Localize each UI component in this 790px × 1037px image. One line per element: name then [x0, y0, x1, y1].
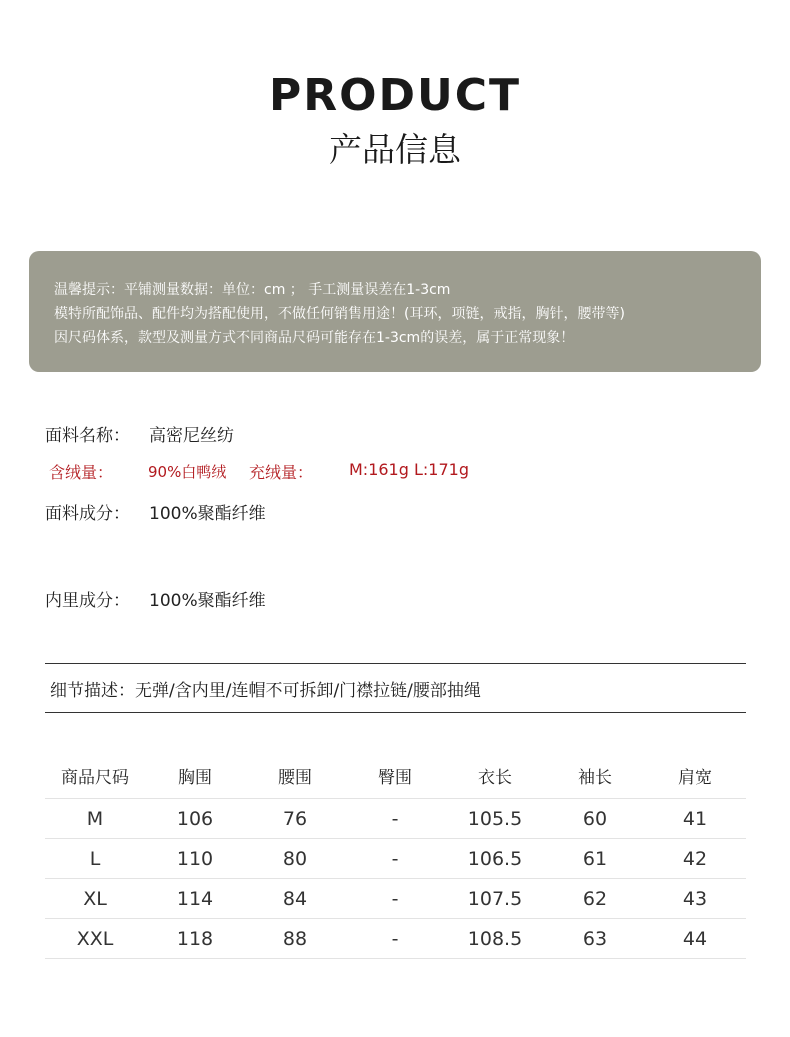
- page-subtitle: 产品信息: [329, 130, 461, 169]
- fabric-comp-value: 100%聚酯纤维: [149, 504, 266, 524]
- table-cell: -: [391, 928, 399, 950]
- divider: [45, 663, 746, 664]
- table-cell: 62: [582, 888, 608, 910]
- table-cell: 114: [176, 888, 214, 910]
- table-cell: 63: [582, 928, 608, 950]
- lining-comp-value: 100%聚酯纤维: [149, 591, 266, 611]
- table-cell: 106: [176, 808, 214, 830]
- fill-weight-label: 充绒量：: [249, 463, 314, 482]
- table-cell: 42: [682, 848, 708, 870]
- table-cell: 44: [682, 928, 708, 950]
- table-cell: -: [391, 848, 399, 870]
- table-cell: 80: [282, 848, 308, 870]
- table-cell: 60: [582, 808, 608, 830]
- fabric-name-value: 高密尼丝纺: [149, 426, 234, 446]
- column-header-size: 商品尺码: [61, 768, 129, 788]
- notice-line: 因尺码体系，款型及测量方式不同商品尺码可能存在1-3cm的误差，属于正常现象！: [54, 330, 575, 346]
- lining-comp-label: 内里成分：: [45, 591, 130, 611]
- down-content-label: 含绒量：: [49, 463, 114, 482]
- table-row: [45, 799, 746, 839]
- column-header-waist: 腰围: [278, 768, 312, 788]
- table-cell: 43: [682, 888, 708, 910]
- column-header-shoulder: 肩宽: [678, 768, 712, 788]
- column-header-length: 衣长: [478, 768, 512, 788]
- detail-label: 细节描述：: [50, 681, 135, 701]
- detail-value: 无弹/含内里/连帽不可拆卸/门襟拉链/腰部抽绳: [135, 681, 481, 701]
- table-cell: 110: [176, 848, 214, 870]
- table-cell: 106.5: [467, 848, 523, 870]
- notice-box: [29, 251, 761, 372]
- table-row: [45, 879, 746, 919]
- table-cell: 88: [282, 928, 308, 950]
- table-cell: -: [391, 888, 399, 910]
- table-header-row: [45, 758, 746, 799]
- notice-line: 模特所配饰品、配件均为搭配使用，不做任何销售用途！(耳环，项链，戒指，胸针，腰带等): [54, 306, 625, 322]
- column-header-hip: 臀围: [378, 768, 412, 788]
- down-content-value: 90%白鸭绒: [148, 463, 227, 481]
- notice-line: 温馨提示：平铺测量数据：单位：cm ； 手工测量误差在1-3cm: [54, 282, 451, 298]
- lining-comp-row: [45, 586, 266, 611]
- page-title: PRODUCT: [268, 70, 522, 121]
- table-cell: L: [89, 848, 101, 870]
- fabric-comp-row: [45, 499, 266, 524]
- table-cell: 118: [176, 928, 214, 950]
- column-header-sleeve: 袖长: [578, 768, 612, 788]
- table-cell: M: [86, 808, 104, 830]
- table-cell: -: [391, 808, 399, 830]
- table-row: [45, 839, 746, 879]
- fill-weight-value: M:161g L:171g: [349, 460, 469, 479]
- table-cell: 76: [282, 808, 308, 830]
- table-cell: XXL: [76, 928, 114, 950]
- table-cell: 84: [282, 888, 308, 910]
- table-cell: 107.5: [467, 888, 523, 910]
- table-cell: 61: [582, 848, 608, 870]
- table-row: [45, 919, 746, 959]
- fabric-name-label: 面料名称：: [45, 426, 130, 446]
- table-cell: 108.5: [467, 928, 523, 950]
- table-cell: 105.5: [467, 808, 523, 830]
- fabric-comp-label: 面料成分：: [45, 504, 130, 524]
- table-cell: 41: [682, 808, 708, 830]
- size-table: [45, 758, 746, 959]
- table-cell: XL: [83, 888, 107, 910]
- column-header-chest: 胸围: [178, 768, 212, 788]
- fabric-name-row: [45, 421, 234, 446]
- detail-row: [50, 676, 481, 701]
- divider: [45, 712, 746, 713]
